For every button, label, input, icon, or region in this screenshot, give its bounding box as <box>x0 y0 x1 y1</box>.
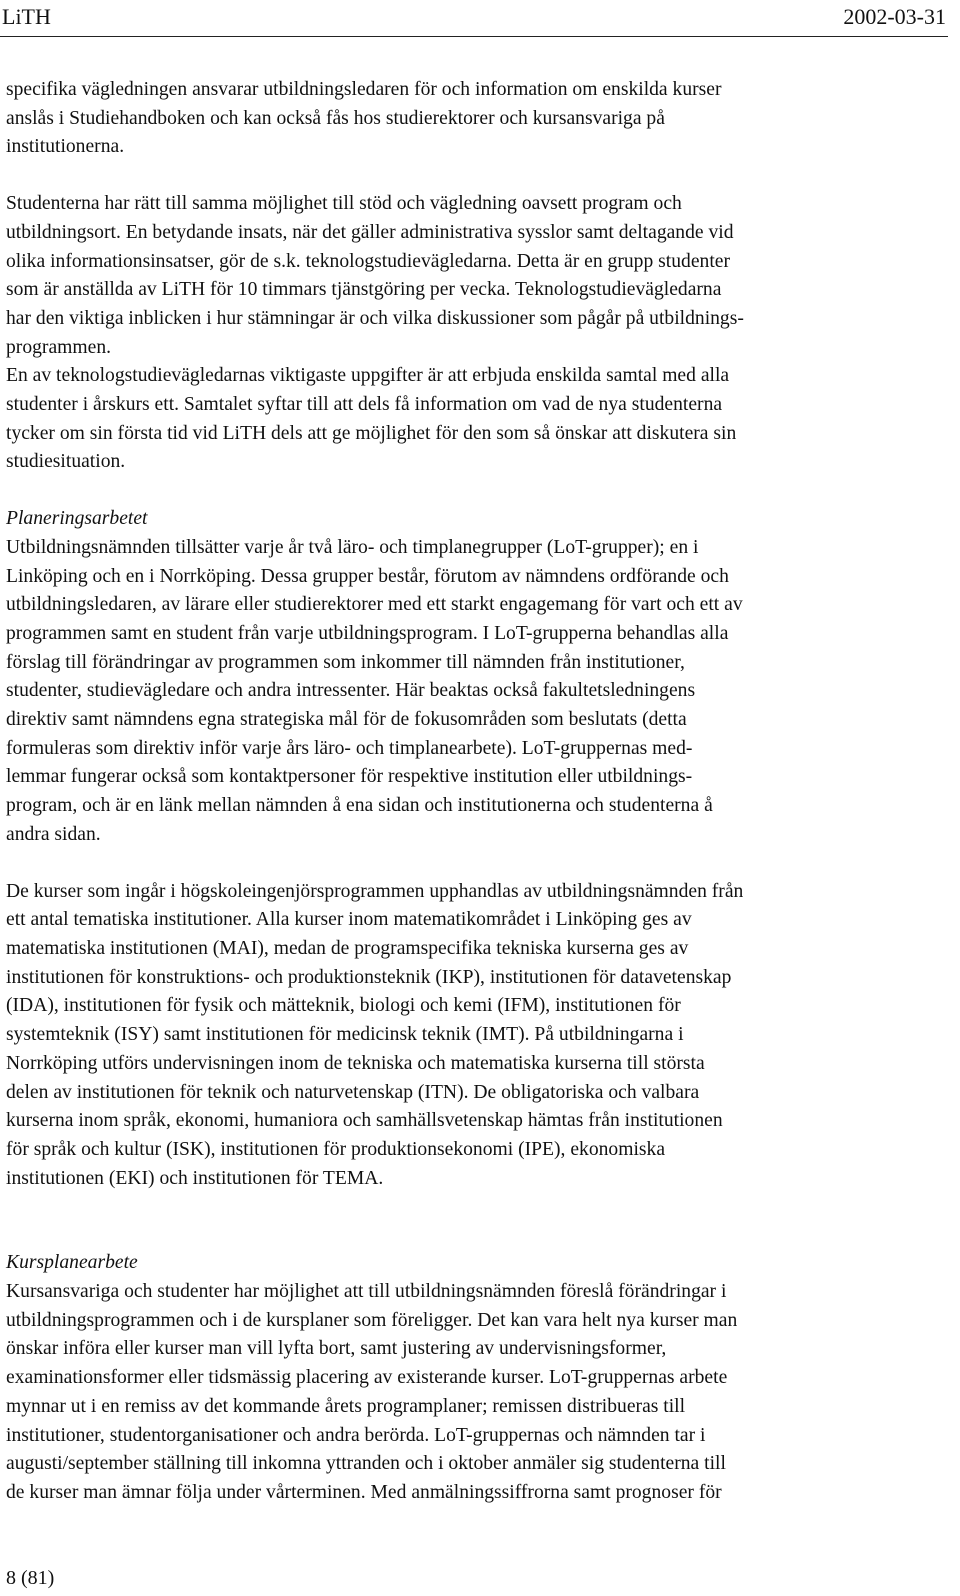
text-line: utbildningsort. En betydande insats, när det gäller administrativa sysslor samt deltagande vid <box>6 221 734 243</box>
text-line: förslag till förändringar av programmen som inkommer till nämnden från institutioner, <box>6 651 685 673</box>
text-line: har den viktiga inblicken i hur stämningar är och vilka diskussioner som pågår på utbildnings- <box>6 307 744 329</box>
text-line: kurserna inom språk, ekonomi, humaniora och samhällsvetenskap hämtas från institutionen <box>6 1110 723 1132</box>
text-line: som är anställda av LiTH för 10 timmars tjänstgöring per vecka. Teknologstudievägledarna <box>6 279 722 301</box>
text-line: institutionen (EKI) och institutionen för TEMA. <box>6 1167 384 1189</box>
text-line: programmen samt en student från varje utbildningsprogram. I LoT-grupperna behandlas alla <box>6 622 729 644</box>
text-line: delen av institutionen för teknik och naturvetenskap (ITN). De obligatoriska och valbara <box>6 1081 700 1103</box>
header-date: 2002-03-31 <box>843 4 946 29</box>
text-line: utbildningsledaren, av lärare eller studierektorer med ett starkt engagemang för vart och ett av <box>6 594 743 616</box>
text-line: lemmar fungerar också som kontaktpersoner för respektive institution eller utbildnings- <box>6 766 693 788</box>
section-heading-course-plan: Kursplanearbete <box>6 1252 138 1274</box>
page-number: 8 (81) <box>6 1567 55 1589</box>
text-line: programmen. <box>6 336 112 358</box>
text-line: institutionerna. <box>6 136 125 158</box>
paragraph-intro <box>6 76 944 162</box>
text-line: önskar införa eller kurser man vill lyfta bort, samt justering av undervisningsformer, <box>6 1338 667 1360</box>
text-line: utbildningsprogrammen och i de kursplaner som föreligger. Det kan vara helt nya kurser man <box>6 1309 738 1331</box>
text-line: anslås i Studiehandboken och kan också fås hos studierektorer och kursansvariga på <box>6 107 665 129</box>
text-line: Norrköping utförs undervisningen inom de tekniska och matematiska kurserna till största <box>6 1052 705 1074</box>
text-line: program, och är en länk mellan nämnden å ena sidan och institutionerna och studenterna å <box>6 795 713 817</box>
text-line: institutionen för konstruktions- och produktionsteknik (IKP), institutionen för datavetenskap <box>6 966 732 988</box>
text-line: formuleras som direktiv inför varje års läro- och timplanearbete). LoT-gruppernas med- <box>6 737 693 759</box>
section-heading-planning: Planeringsarbetet <box>6 508 148 530</box>
text-line: studenter i årskurs ett. Samtalet syftar till att dels få information om vad de nya studenterna <box>6 394 723 416</box>
text-line: ett antal tematiska institutioner. Alla kurser inom matematikområdet i Linköping ges av <box>6 909 692 931</box>
text-line: examinationsformer eller tidsmässig placering av existerande kurser. LoT-gruppernas arbete <box>6 1367 728 1389</box>
paragraph-student-guidance <box>6 190 944 477</box>
text-line: Linköping och en i Norrköping. Dessa grupper består, förutom av nämndens ordförande och <box>6 565 729 587</box>
page-header <box>2 4 946 30</box>
text-line: specifika vägledningen ansvarar utbildningsledaren för och information om enskilda kurser <box>6 79 722 100</box>
text-line: för språk och kultur (ISK), institutionen för produktionsekonomi (IPE), ekonomiska <box>6 1138 666 1160</box>
text-line: studenter, studievägledare och andra intressenter. Här beaktas också fakultetsledningens <box>6 680 696 702</box>
header-rule <box>0 36 948 37</box>
text-line: direktiv samt nämndens egna strategiska mål för de fokusområden som beslutats (detta <box>6 709 687 731</box>
text-line: Studenterna har rätt till samma möjlighet till stöd och vägledning oavsett program och <box>6 193 682 215</box>
document-body <box>6 76 944 1508</box>
text-line: En av teknologstudievägledarnas viktigaste uppgifter är att erbjuda enskilda samtal med alla <box>6 365 730 387</box>
text-line: tycker om sin första tid vid LiTH dels att ge möjlighet för den som så önskar att diskutera sin <box>6 422 737 444</box>
text-line: mynnar ut i en remiss av det kommande årets programplaner; remissen distribueras till <box>6 1395 686 1417</box>
text-line: systemteknik (ISY) samt institutionen för medicinsk teknik (IMT). På utbildningarna i <box>6 1024 684 1046</box>
text-line: studiesituation. <box>6 451 126 473</box>
text-line: olika informationsinsatser, gör de s.k. teknologstudievägledarna. Detta är en grupp studenter <box>6 250 730 272</box>
header-left: LiTH <box>2 4 51 29</box>
text-line: (IDA), institutionen för fysik och mätteknik, biologi och kemi (IFM), institutionen för <box>6 995 681 1017</box>
paragraph-planning <box>6 534 944 850</box>
text-line: de kurser man ämnar följa under vårterminen. Med anmälningssiffrorna samt prognoser för <box>6 1481 722 1503</box>
text-line: institutioner, studentorganisationer och andra berörda. LoT-gruppernas och nämnden tar i <box>6 1424 706 1446</box>
text-line: Kursansvariga och studenter har möjlighet att till utbildningsnämnden föreslå förändringar i <box>6 1281 727 1303</box>
text-line: andra sidan. <box>6 823 101 845</box>
paragraph-course-plan <box>6 1278 944 1508</box>
text-line: matematiska institutionen (MAI), medan de programspecifika tekniska kurserna ges av <box>6 937 689 959</box>
paragraph-courses <box>6 878 944 1194</box>
text-line: Utbildningsnämnden tillsätter varje år två läro- och timplanegrupper (LoT-grupper); en i <box>6 536 699 558</box>
text-line: De kurser som ingår i högskoleingenjörsprogrammen upphandlas av utbildningsnämnden från <box>6 880 744 902</box>
text-line: augusti/september ställning till inkomna yttranden och i oktober anmäler sig studenterna till <box>6 1453 726 1475</box>
